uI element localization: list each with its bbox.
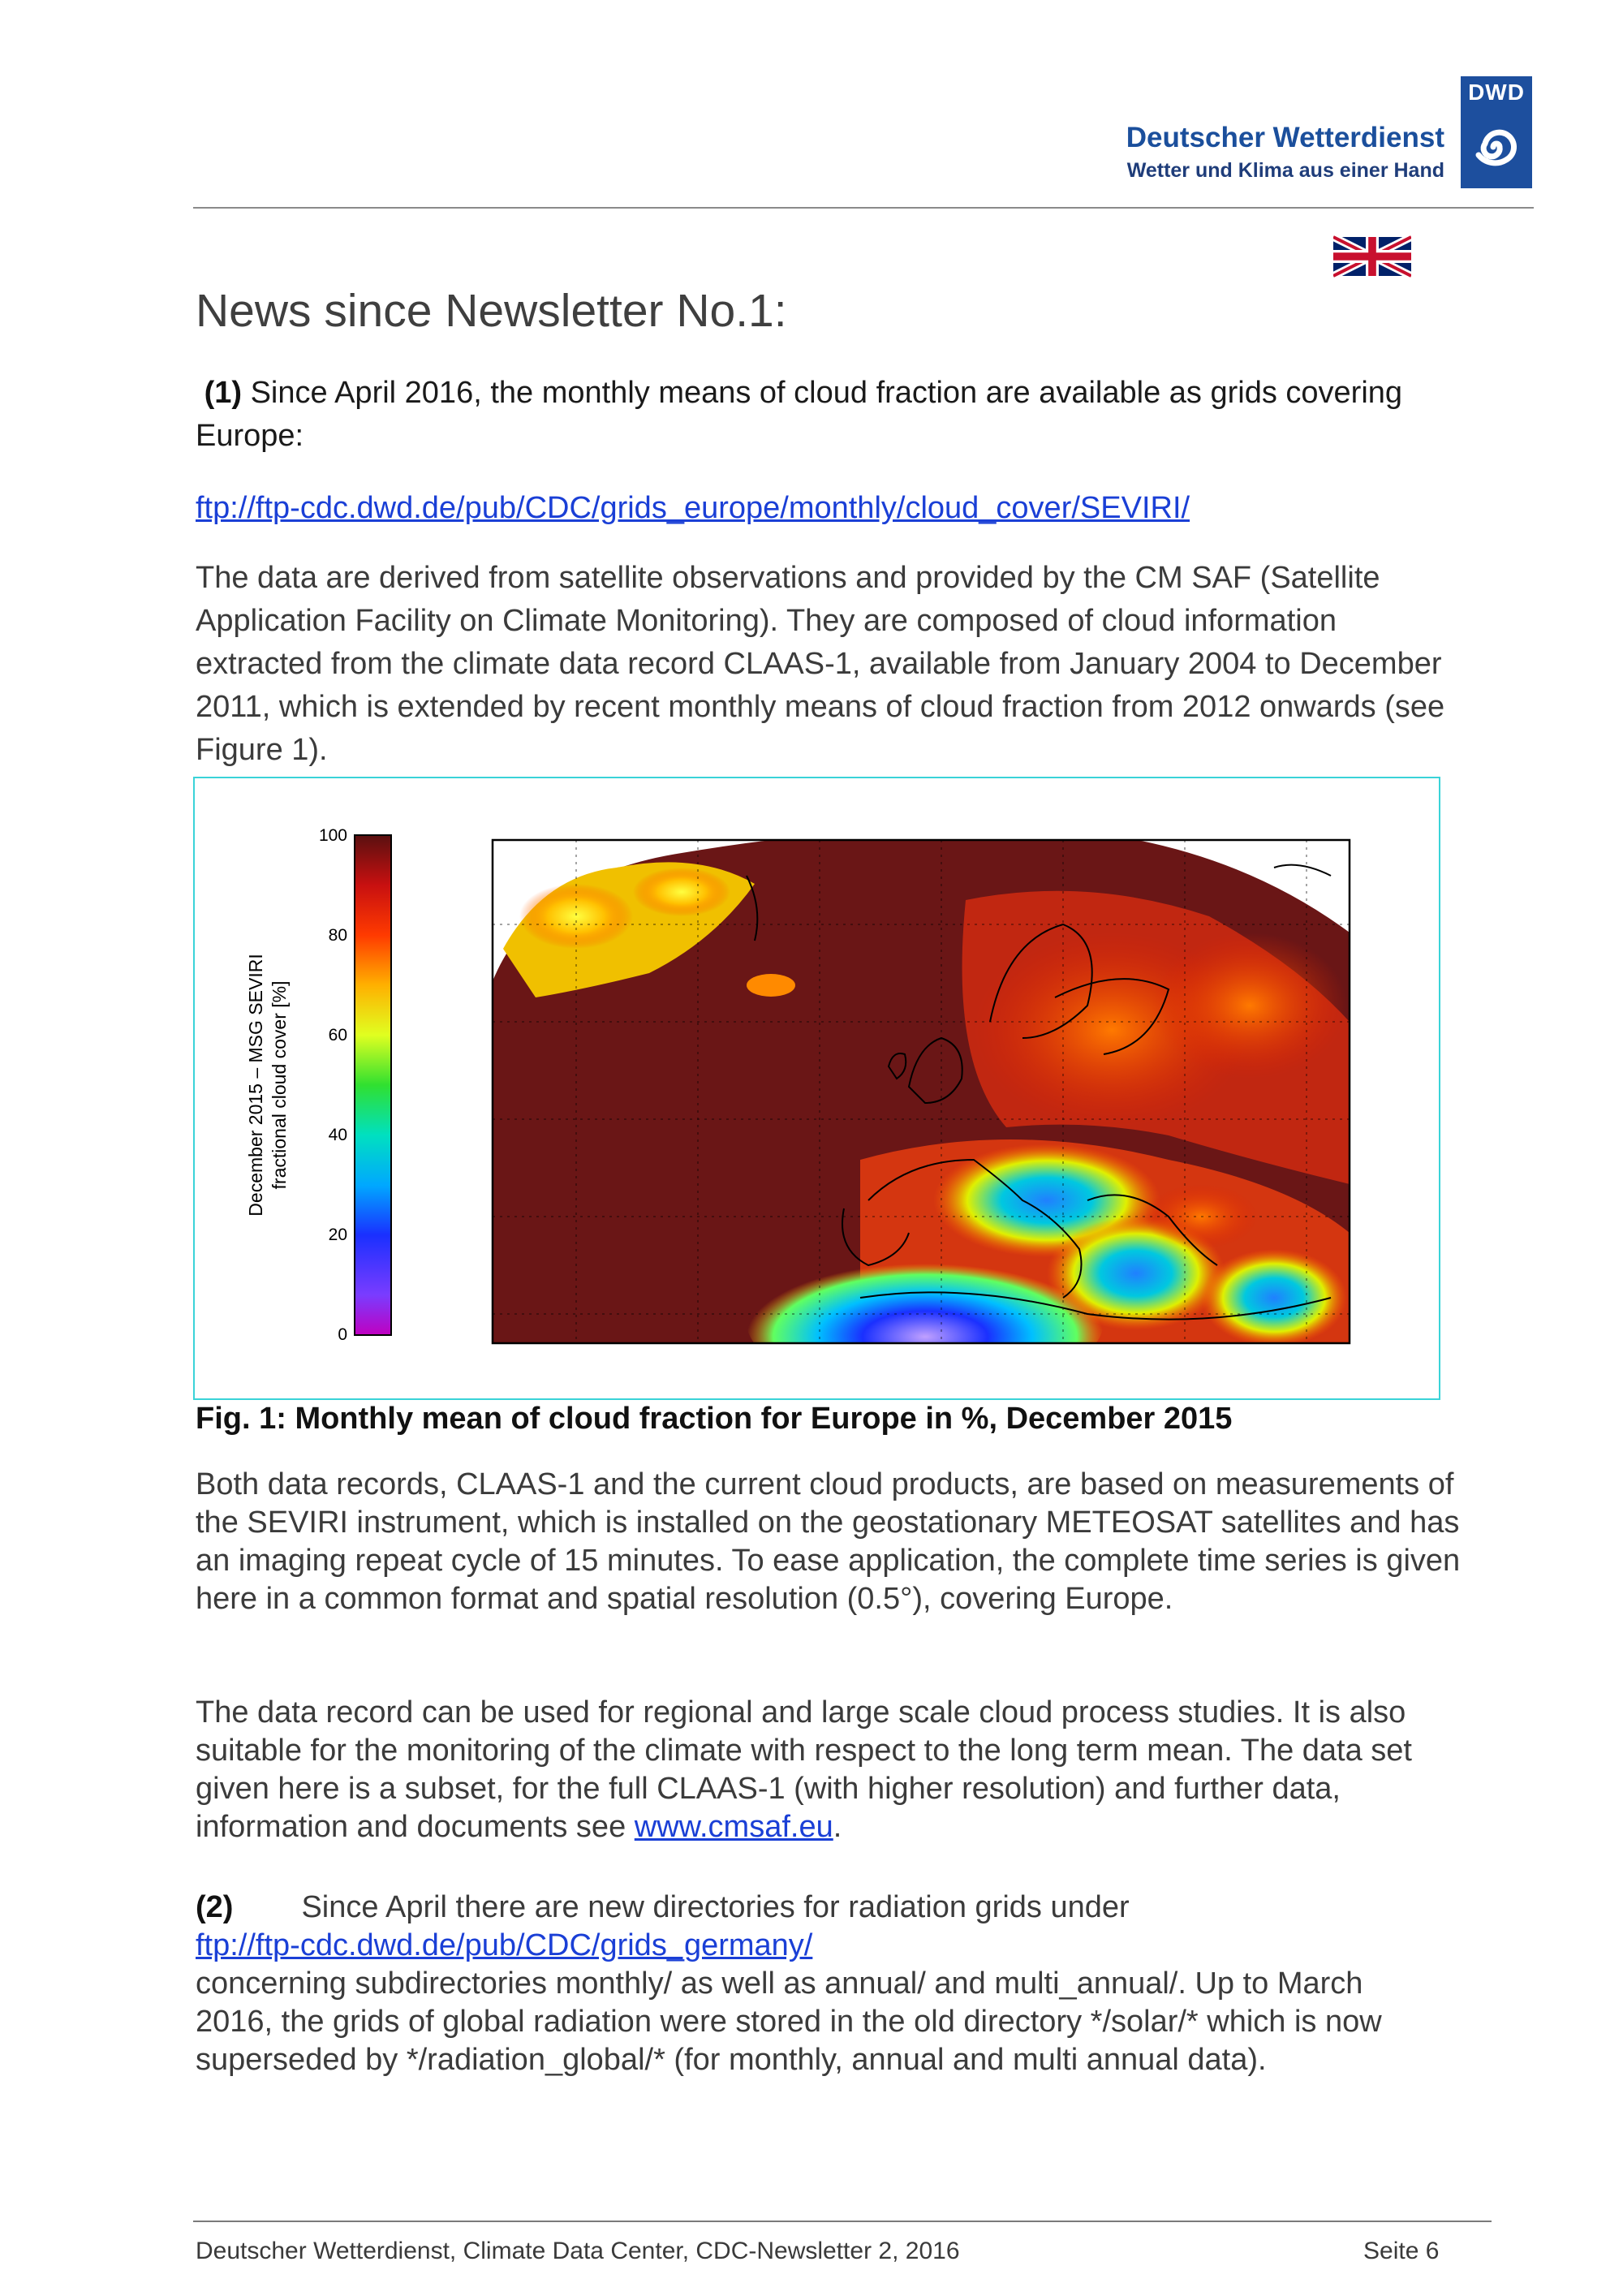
page-number: Seite 6	[1363, 2238, 1440, 2264]
brand-name: Deutscher Wetterdienst	[1126, 122, 1444, 153]
item1-ftp-link[interactable]: ftp://ftp-cdc.dwd.de/pub/CDC/grids_europe/monthly/cloud_cover/SEVIRI/	[196, 491, 1190, 525]
colorbar-label-line1: December 2015 – MSG SEVIRI	[245, 954, 266, 1217]
cmsaf-link[interactable]: www.cmsaf.eu	[634, 1810, 833, 1844]
item1-intro	[196, 372, 1462, 458]
figure-caption: Fig. 1: Monthly mean of cloud fraction for Europe in %, December 2015	[196, 1402, 1233, 1436]
logo-text: DWD	[1468, 80, 1525, 105]
para-usage-after: .	[833, 1810, 842, 1844]
colorbar-tick: 100	[318, 826, 347, 845]
item2-marker: (2)	[196, 1890, 234, 1924]
brand-tagline: Wetter und Klima aus einer Hand	[1126, 159, 1444, 182]
cloud-map	[493, 827, 1350, 1395]
uk-flag-icon[interactable]	[1333, 235, 1411, 278]
colorbar-tick: 60	[328, 1026, 347, 1045]
footer-text: Deutscher Wetterdienst, Climate Data Center, CDC-Newsletter 2, 2016	[196, 2238, 960, 2264]
colorbar-tick: 40	[328, 1126, 347, 1144]
dwd-logo	[1461, 76, 1532, 188]
item1-text: Since April 2016, the monthly means of cloud fraction are available as grids covering Europe:	[196, 376, 1403, 453]
colorbar-tick: 20	[328, 1226, 347, 1244]
item2-text: Since April there are new directories for radiation grids under	[301, 1890, 1130, 1924]
item1-link-line	[196, 487, 1462, 530]
para-usage	[196, 1694, 1478, 1846]
spiral-icon	[1466, 112, 1527, 182]
item1-marker: (1)	[204, 376, 243, 410]
item1-paragraph: The data are derived from satellite observations and provided by the CM SAF (Satellite Application Facility on Climate Monitoring). They are composed of cloud information extracted from the climate data record CLAAS-1, available from January 2004 to December 2011, which is extended by recent monthly means of cloud fraction from 2012 onwards (see Figure 1).	[196, 561, 1445, 767]
colorbar	[355, 835, 391, 1335]
brand-block	[1126, 122, 1444, 183]
item2-link-line	[196, 1927, 1462, 1965]
footer-divider	[193, 2221, 1492, 2222]
item2-intro	[196, 1889, 1462, 1927]
page-title: News since Newsletter No.1:	[196, 285, 787, 337]
item2-paragraph: concerning subdirectories monthly/ as well as annual/ and multi_annual/. Up to March 2016, the grids of global radiation were stored in the old directory */solar/* which is now superseded by */radiation_global/* (for monthly, annual and multi annual data).	[196, 1966, 1382, 2077]
para-usage-text: The data record can be used for regional and large scale cloud process studies. It is also suitable for the monitoring of the climate with respect to the long term mean. The data set given here is a subset, for the full CLAAS-1 (with higher resolution) and further data, information and documents see	[196, 1695, 1412, 1844]
item2-ftp-link[interactable]: ftp://ftp-cdc.dwd.de/pub/CDC/grids_germany/	[196, 1928, 813, 1962]
header-divider	[193, 207, 1534, 209]
para-seviri: Both data records, CLAAS-1 and the current cloud products, are based on measurements of the SEVIRI instrument, which is installed on the geostationary METEOSAT satellites and has an imaging repeat cycle of 15 minutes. To ease application, the complete time series is given here in a common format and spatial resolution (0.5°), covering Europe.	[196, 1467, 1461, 1616]
colorbar-tick: 80	[328, 926, 347, 945]
cloud-fraction-figure	[195, 778, 1439, 1398]
colorbar-label-line2: fractional cloud cover [%]	[269, 980, 290, 1190]
colorbar-tick: 0	[338, 1325, 347, 1344]
